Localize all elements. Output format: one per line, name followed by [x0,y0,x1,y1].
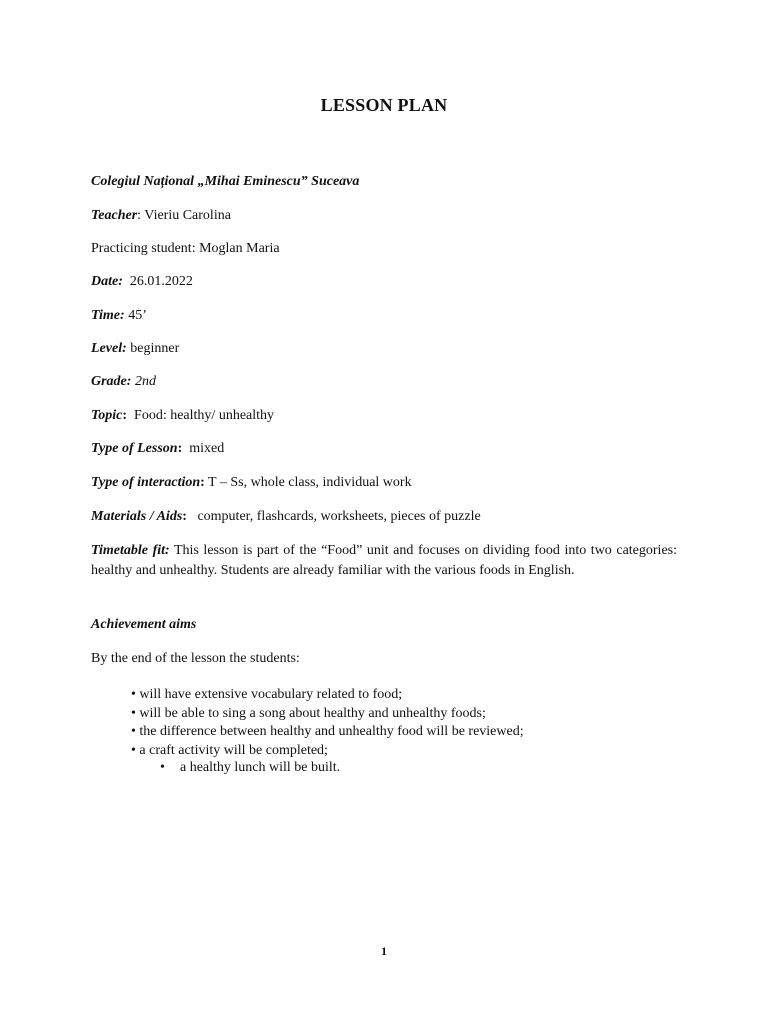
bullet-icon: • [160,760,165,775]
timetable-fit-label: Timetable fit: [91,543,170,558]
time-line [91,308,147,324]
lesson-type-sep: : [177,441,183,456]
page-title: LESSON PLAN [320,95,448,115]
date-line [91,274,193,290]
list-item-last [160,760,340,776]
topic-line [91,408,274,424]
level-label: Level: [91,341,127,356]
achievement-aims-list [131,686,524,760]
level-line [91,341,179,357]
interaction-line [91,475,412,491]
last-item-text: a healthy lunch will be built. [180,760,341,775]
interaction-sep: : [200,475,205,490]
interaction-label: Type of interaction [91,475,201,490]
time-value: 45’ [124,308,147,323]
date-label: Date: [91,274,123,289]
level-value: beginner [126,341,180,356]
achievement-aims-intro: By the end of the lesson the students: [91,651,300,666]
teacher-sep: : [137,208,145,223]
lesson-type-line [91,441,224,457]
time-label: Time: [91,308,125,323]
school-name: Colegiul Național „Mihai Eminescu” Suceava [91,174,360,189]
teacher-line [91,208,231,224]
topic-label: Topic [91,408,123,423]
timetable-fit-text: This lesson is part of the “Food” unit and focuses on dividing food into two categories: healthy and unhealthy. Students are already familiar with the various foods in English. [91,543,677,578]
list-item: • will be able to sing a song about healthy and unhealthy foods; [131,705,486,721]
grade-label: Grade: [91,374,132,389]
interaction-value: T – Ss, whole class, individual work [204,475,412,490]
list-item: • the difference between healthy and unhealthy food will be reviewed; [131,724,524,739]
list-item: • will have extensive vocabulary related to food; [131,687,403,702]
page-number: 1 [381,944,387,958]
materials-sep: : [182,509,187,524]
materials-value: computer, flashcards, worksheets, pieces of puzzle [186,509,481,524]
lesson-type-value: mixed [182,441,225,456]
grade-line [91,374,156,390]
timetable-fit-paragraph [91,541,677,581]
materials-line [91,509,481,525]
list-item: • a craft activity will be completed; [131,742,328,758]
materials-label: Materials / Aids [91,509,183,524]
date-value: 26.01.2022 [122,274,193,289]
lesson-type-label: Type of Lesson [91,441,178,456]
teacher-value: Vieriu Carolina [144,208,231,223]
achievement-aims-heading: Achievement aims [91,617,197,632]
teacher-label: Teacher [91,208,138,223]
topic-value: Food: healthy/ unhealthy [127,408,275,423]
grade-value: 2nd [131,374,156,389]
practicing-student-line: Practicing student: Moglan Maria [91,241,280,256]
topic-sep: : [122,408,128,423]
